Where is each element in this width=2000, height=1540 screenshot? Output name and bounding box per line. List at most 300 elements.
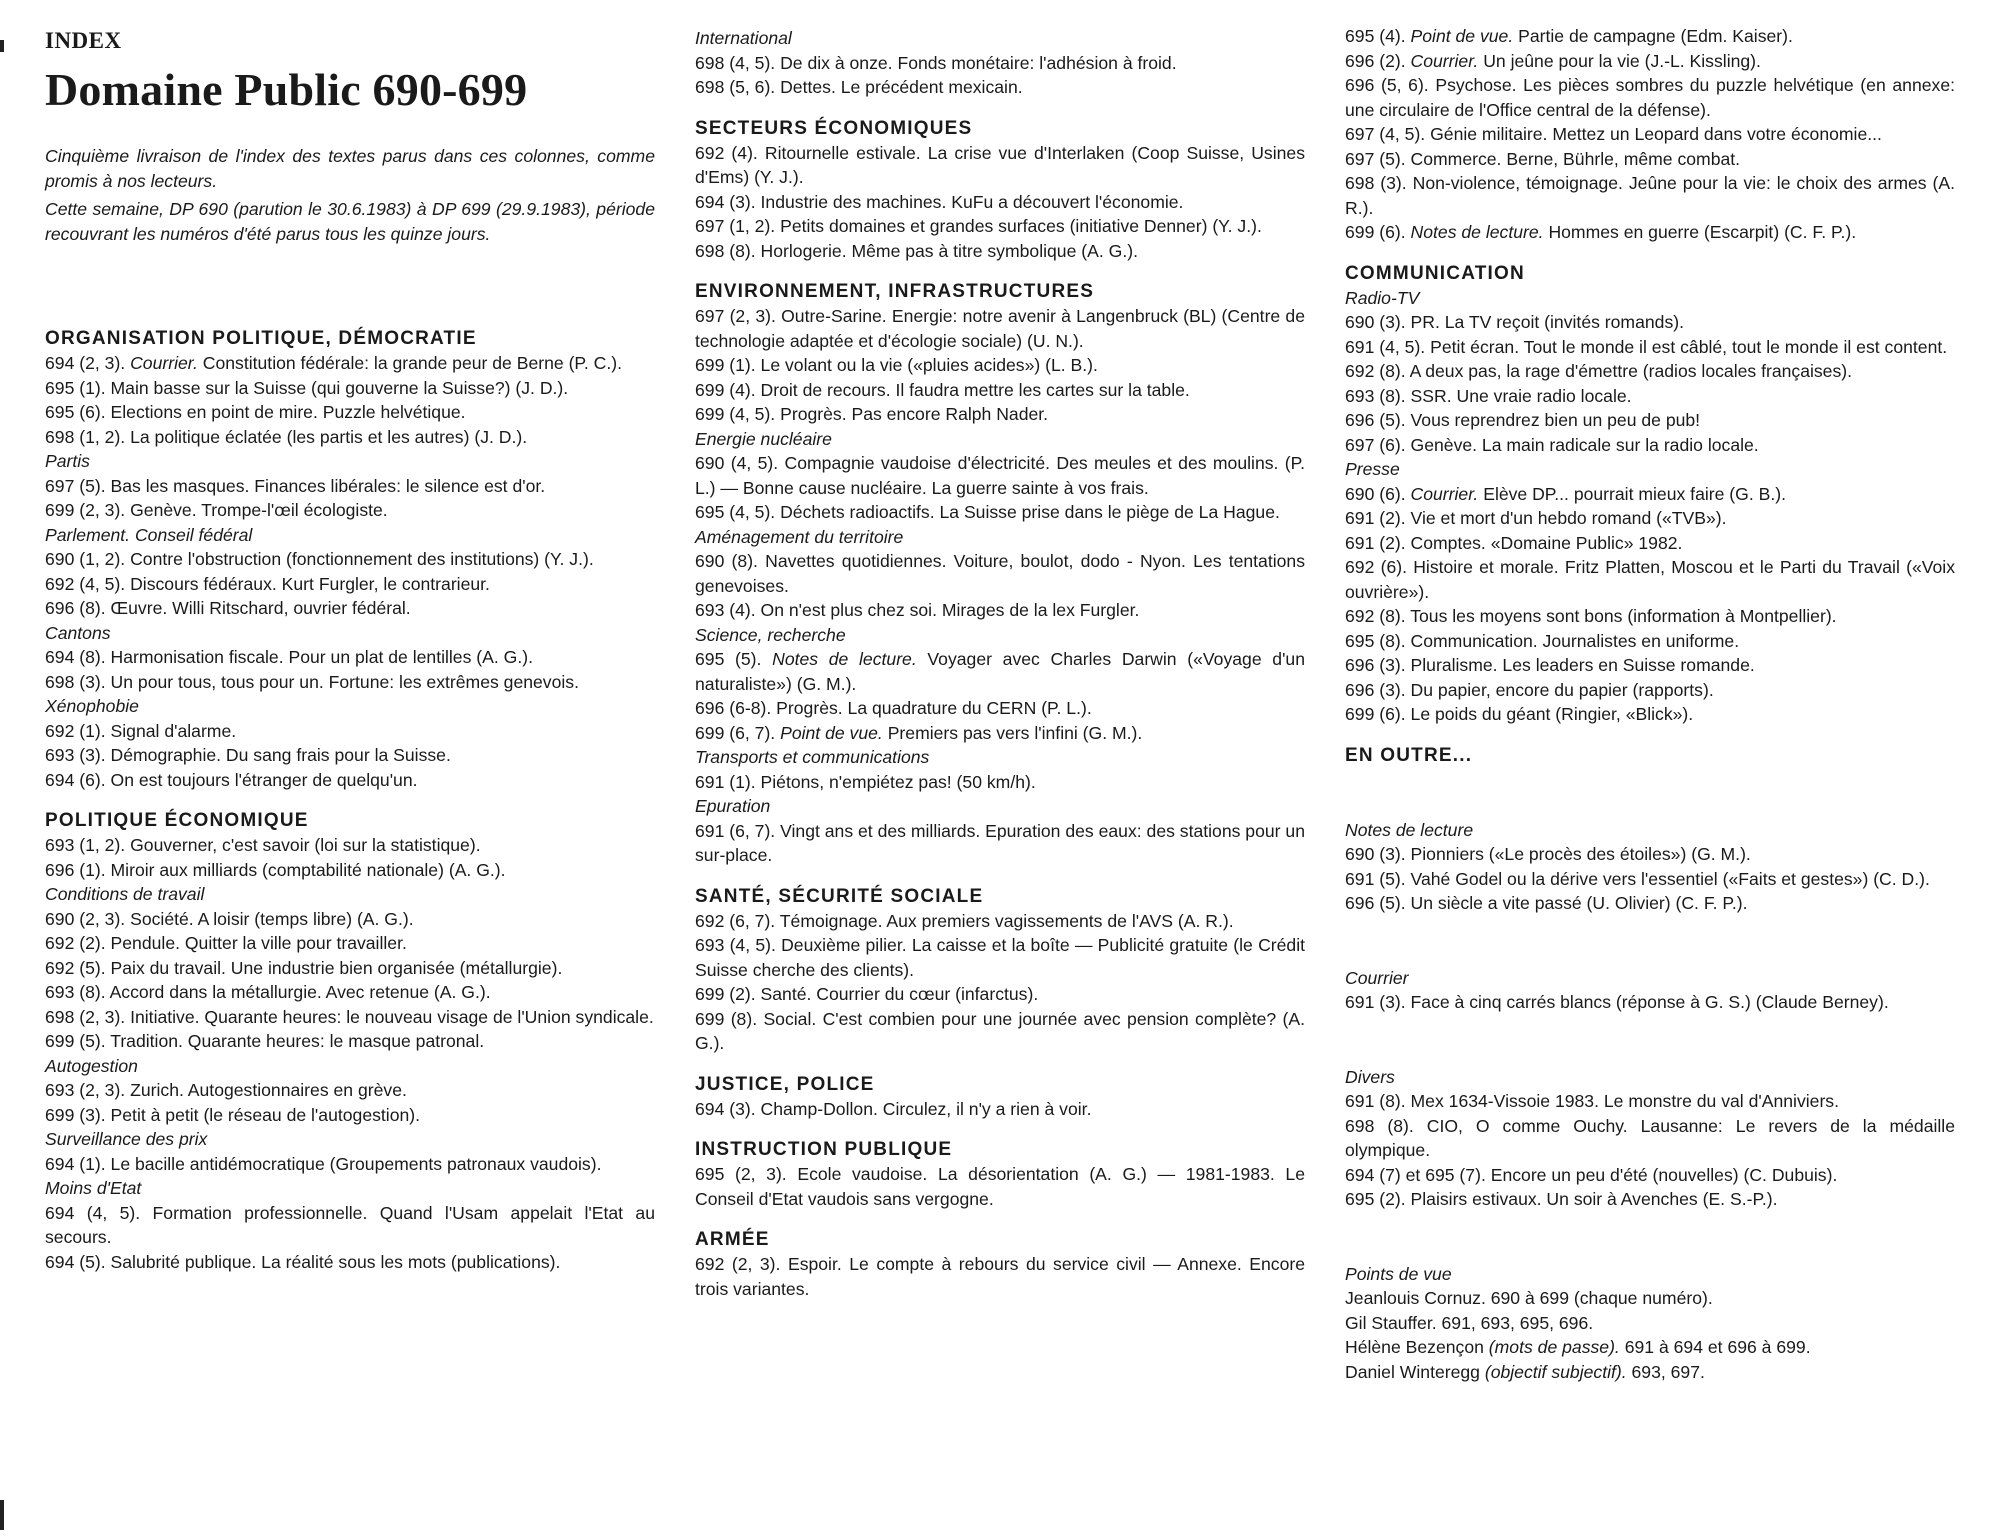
index-entry [695, 819, 1305, 868]
index-entry [1345, 506, 1955, 531]
index-entry [1345, 867, 1955, 892]
index-entry [695, 500, 1305, 525]
entry-text: Accord dans la métallurgie. Avec retenue (A. G.). [109, 982, 491, 1002]
subsection-heading: Courrier [1345, 967, 1409, 988]
issue-reference: 699 (6). [1345, 704, 1406, 724]
index-entry [695, 933, 1305, 982]
issue-reference: 697 (2, 3). [695, 306, 776, 326]
issue-reference: 694 (8). [45, 647, 106, 667]
issue-reference: 693 (1, 2). [45, 835, 126, 855]
index-entry [695, 239, 1305, 264]
issue-reference: 695 (2, 3). [695, 1164, 787, 1184]
entry-text: De dix à onze. Fonds monétaire: l'adhésion à froid. [780, 52, 1177, 73]
index-entry [45, 1250, 655, 1275]
entry-text: Le bacille antidémocratique (Groupements patronaux vaudois). [110, 1153, 602, 1174]
entry-text: Deuxième pilier. La caisse et la boîte — Publicité gratuite (le Crédit Suisse cherche des clients). [695, 935, 1305, 980]
entry-text: Bas les masques. Finances libérales: le silence est d'or. [110, 475, 546, 496]
issue-reference: 690 (4, 5). [695, 453, 779, 473]
rubric-label: Courrier. [1410, 50, 1479, 71]
index-entry [1345, 73, 1955, 122]
issue-reference: 696 (1). [45, 859, 106, 880]
index-entry [695, 1097, 1305, 1122]
issue-reference: 695 (6). [45, 402, 106, 422]
index-entry [1345, 842, 1955, 867]
index-entry [1345, 629, 1955, 654]
issue-reference: Daniel Winteregg [1345, 1361, 1480, 1382]
index-entry [45, 1029, 655, 1054]
entry-text: Vingt ans et des milliards. Epuration des eaux: des stations pour un sur-place. [695, 820, 1305, 865]
issue-reference: 691 (1). [695, 771, 756, 792]
issue-reference: 694 (3). [695, 1098, 756, 1119]
index-entry [1345, 359, 1955, 384]
issue-reference: 691 (3). [1345, 992, 1406, 1012]
issue-reference: 692 (5). [45, 957, 106, 978]
entry-text: Main basse sur la Suisse (qui gouverne la Suisse?) (J. D.). [110, 377, 569, 398]
issue-reference: 696 (5). [1345, 893, 1406, 913]
entry-text: Elections en point de mire. Puzzle helvétique. [110, 402, 466, 422]
entry-text: Gouverner, c'est savoir (loi sur la statistique). [130, 835, 481, 855]
subsection-heading: Notes de lecture [1345, 819, 1474, 840]
entry-text: Comptes. «Domaine Public» 1982. [1410, 532, 1683, 553]
entry-text: Genève. Trompe-l'œil écologiste. [130, 500, 388, 520]
index-entry [1345, 653, 1955, 678]
entry-text: 693, 697. [1631, 1361, 1705, 1382]
entry-text: Face à cinq carrés blancs (réponse à G. S.) (Claude Berney). [1410, 992, 1889, 1012]
intro-paragraph-1: Cinquième livraison de l'index des textes parus dans ces colonnes, comme promis à nos lecteurs. [45, 146, 655, 191]
entry-text: La politique éclatée (les partis et les autres) (J. D.). [130, 426, 528, 447]
issue-reference: 696 (3). [1345, 679, 1406, 700]
index-entry [45, 956, 655, 981]
index-entry [1345, 1187, 1955, 1212]
section-kicker: INDEX [45, 28, 122, 53]
issue-reference: 692 (8). [1345, 361, 1406, 381]
index-entry [695, 378, 1305, 403]
section-heading: JUSTICE, POLICE [695, 1073, 875, 1095]
entry-text: On est toujours l'étranger de quelqu'un. [110, 769, 418, 790]
entry-text: Voyager avec Charles Darwin («Voyage d'un naturaliste») (G. M.). [695, 649, 1305, 694]
issue-reference: 695 (4). [1345, 26, 1406, 46]
entry-text: Partie de campagne (Edm. Kaiser). [1518, 26, 1793, 46]
index-entry [1345, 384, 1955, 409]
subsection-heading: Radio-TV [1345, 287, 1420, 308]
index-entry [45, 743, 655, 768]
index-entry [695, 598, 1305, 623]
entry-text: Horlogerie. Même pas à titre symbolique (A. G.). [760, 240, 1138, 261]
entry-text: Miroir aux milliards (comptabilité nationale) (A. G.). [110, 859, 506, 880]
rubric-label: (objectif subjectif). [1484, 1361, 1627, 1382]
entry-text: Non-violence, témoignage. Jeûne pour la vie: le choix des armes (A. R.). [1345, 173, 1955, 218]
index-entry [1345, 335, 1955, 360]
entry-text: Espoir. Le compte à rebours du service civil — Annexe. Encore trois variantes. [695, 1254, 1306, 1299]
subsection-heading: Xénophobie [45, 696, 139, 716]
issue-reference: 695 (8). [1345, 630, 1406, 651]
spacer [1345, 916, 1955, 966]
entry-text: Formation professionnelle. Quand l'Usam appelait l'Etat au secours. [45, 1202, 656, 1247]
subsection-heading: Parlement. Conseil fédéral [45, 524, 253, 545]
issue-reference: 698 (5, 6). [695, 77, 776, 97]
issue-reference: 690 (6). [1345, 483, 1406, 504]
entry-text: Droit de recours. Il faudra mettre les cartes sur la table. [760, 379, 1190, 400]
section-heading: INSTRUCTION PUBLIQUE [695, 1139, 953, 1160]
entry-text: Tradition. Quarante heures: le masque patronal. [110, 1031, 485, 1051]
issue-reference: 698 (1, 2). [45, 426, 126, 447]
entry-text: Petits domaines et grandes surfaces (initiative Denner) (Y. J.). [780, 216, 1262, 236]
subsection-heading: Moins d'Etat [45, 1178, 142, 1198]
index-entry [45, 719, 655, 744]
index-entry [695, 402, 1305, 427]
entry-text: Ritournelle estivale. La crise vue d'Interlaken (Coop Suisse, Usines d'Ems) (Y. J.). [695, 142, 1306, 187]
rubric-label: Courrier. [130, 353, 198, 373]
entry-text: Zurich. Autogestionnaires en grève. [130, 1080, 407, 1100]
issue-reference: Hélène Bezençon [1345, 1337, 1484, 1357]
index-entry [1345, 433, 1955, 458]
index-entry [1345, 408, 1955, 433]
entry-text: SSR. Une vraie radio locale. [1410, 385, 1632, 406]
index-entry [1345, 1360, 1955, 1385]
index-entry [1345, 482, 1955, 507]
issue-reference: 690 (2, 3). [45, 908, 126, 929]
issue-reference: 695 (2). [1345, 1189, 1406, 1209]
entry-text: Mex 1634-Vissoie 1983. Le monstre du val d'Anniviers. [1410, 1091, 1839, 1111]
index-entry [45, 425, 655, 450]
index-entry [45, 400, 655, 425]
index-entry [1345, 1114, 1955, 1163]
section-heading: ENVIRONNEMENT, INFRASTRUCTURES [695, 281, 1095, 302]
rubric-label: Notes de lecture. [772, 649, 917, 669]
issue-reference: 692 (1). [45, 720, 106, 741]
index-entry [1345, 49, 1955, 74]
entry-text: Le volant ou la vie («pluies acides») (L. B.). [760, 355, 1098, 375]
index-entry [45, 1152, 655, 1177]
index-entry [1345, 531, 1955, 556]
entry-text: Psychose. Les pièces sombres du puzzle helvétique (en annexe: une circulaire de l'Office central de la défense). [1345, 75, 1955, 120]
index-entry [45, 858, 655, 883]
index-entry [695, 451, 1305, 500]
issue-reference: 691 (2). [1345, 532, 1406, 553]
entry-text: Pendule. Quitter la ville pour travailler. [110, 933, 407, 953]
entry-text: Dettes. Le précédent mexicain. [780, 77, 1023, 97]
index-entry [695, 353, 1305, 378]
entry-text: Premiers pas vers l'infini (G. M.). [887, 722, 1143, 743]
issue-reference: 697 (1, 2). [695, 216, 776, 236]
entry-text: 691, 693, 695, 696. [1441, 1312, 1594, 1333]
entry-text: Commerce. Berne, Bührle, même combat. [1410, 148, 1741, 169]
issue-reference: Jeanlouis Cornuz. [1345, 1288, 1486, 1308]
entry-text: Communication. Journalistes en uniforme. [1410, 630, 1740, 651]
subsection-heading: Presse [1345, 459, 1400, 479]
issue-reference: 698 (3). [1345, 173, 1407, 193]
column-2-entries [695, 26, 1305, 1301]
spacer [1345, 768, 1955, 818]
issue-reference: 699 (5). [45, 1031, 106, 1051]
subsection-heading: Aménagement du territoire [695, 526, 904, 547]
index-entry [695, 696, 1305, 721]
issue-reference: 696 (5, 6). [1345, 75, 1429, 95]
index-entry [45, 1005, 655, 1030]
entry-text: Navettes quotidiennes. Voiture, boulot, dodo - Nyon. Les tentations genevoises. [695, 551, 1306, 596]
issue-reference: 695 (4, 5). [695, 502, 776, 522]
issue-reference: 699 (3). [45, 1104, 106, 1125]
issue-reference: 693 (4, 5). [695, 935, 776, 955]
entry-text: Démographie. Du sang frais pour la Suisse. [110, 745, 451, 765]
subsection-heading: Epuration [695, 796, 771, 816]
index-entry [1345, 678, 1955, 703]
entry-text: Plaisirs estivaux. Un soir à Avenches (E. S.-P.). [1410, 1189, 1778, 1209]
entry-text: On n'est plus chez soi. Mirages de la lex Furgler. [760, 600, 1140, 620]
issue-reference: 695 (1). [45, 377, 106, 398]
issue-reference: 692 (8). [1345, 606, 1406, 626]
issue-reference: 693 (3). [45, 745, 106, 765]
entry-text: Outre-Sarine. Energie: notre avenir à Langenbruck (BL) (Centre de technologie adaptée et d'écologie sociale) (U. N.). [695, 306, 1306, 351]
index-entry [45, 351, 655, 376]
issue-reference: 692 (2, 3). [695, 1254, 781, 1274]
entry-text: Constitution fédérale: la grande peur de Berne (P. C.). [202, 353, 623, 373]
entry-text: Vous reprendrez bien un peu de pub! [1410, 410, 1701, 430]
subsection-heading: Energie nucléaire [695, 428, 832, 449]
entry-text: Génie militaire. Mettez un Leopard dans votre économie... [1430, 124, 1882, 144]
section-heading: EN OUTRE... [1345, 744, 1473, 766]
issue-reference: 699 (8). [695, 1008, 758, 1029]
index-entry [45, 670, 655, 695]
issue-reference: 696 (6-8). [695, 698, 772, 718]
issue-reference: 698 (2, 3). [45, 1006, 126, 1027]
entry-text: PR. La TV reçoit (invités romands). [1410, 312, 1684, 332]
section-heading: POLITIQUE ÉCONOMIQUE [45, 810, 309, 831]
index-entry [45, 768, 655, 793]
subsection-heading: Points de vue [1345, 1263, 1452, 1284]
index-entry [45, 931, 655, 956]
subsection-heading: Cantons [45, 622, 111, 643]
section-heading: ARMÉE [695, 1229, 770, 1250]
entry-text: CIO, O comme Ouchy. Lausanne: Le revers de la médaille olympique. [1345, 1115, 1955, 1160]
issue-reference: 690 (3). [1345, 844, 1406, 864]
issue-reference: 694 (7) et 695 (7). [1345, 1164, 1486, 1185]
entry-text: Un jeûne pour la vie (J.-L. Kissling). [1483, 50, 1761, 71]
index-entry [45, 498, 655, 523]
issue-reference: 693 (2, 3). [45, 1080, 126, 1100]
subsection-heading: Partis [45, 451, 90, 471]
column-3-entries [1345, 24, 1955, 1384]
section-heading: SECTEURS ÉCONOMIQUES [695, 117, 973, 139]
index-entry [695, 214, 1305, 239]
index-entry [1345, 1089, 1955, 1114]
issue-reference: 692 (4, 5). [45, 573, 126, 594]
subsection-heading: Conditions de travail [45, 884, 205, 904]
entry-text: Elève DP... pourrait mieux faire (G. B.). [1483, 483, 1786, 504]
issue-reference: 697 (5). [45, 475, 106, 496]
subsection-heading: Transports et communications [695, 747, 930, 767]
issue-reference: 697 (4, 5). [1345, 124, 1426, 144]
rubric-label: Point de vue. [780, 722, 883, 743]
issue-reference: 690 (8). [695, 551, 758, 571]
index-entry [1345, 604, 1955, 629]
issue-reference: 696 (2). [1345, 50, 1406, 71]
entry-text: 691 à 694 et 696 à 699. [1624, 1337, 1811, 1357]
index-entry [45, 376, 655, 401]
issue-reference: 698 (8). [1345, 1115, 1414, 1136]
index-entry [695, 141, 1305, 190]
index-entry [1345, 122, 1955, 147]
index-entry [1345, 220, 1955, 245]
column-2 [695, 26, 1305, 1301]
entry-text: Pluralisme. Les leaders en Suisse romande. [1410, 655, 1755, 675]
index-entry [45, 1201, 655, 1250]
entry-text: Du papier, encore du papier (rapports). [1410, 679, 1714, 700]
issue-reference: 694 (4, 5). [45, 1202, 141, 1223]
index-entry [1345, 891, 1955, 916]
index-entry [1345, 1335, 1955, 1360]
entry-text: Compagnie vaudoise d'électricité. Des meules et des moulins. (P. L.) — Bonne cause nucléaire. La guerre sainte à vos frais. [695, 453, 1305, 498]
entry-text: Progrès. Pas encore Ralph Nader. [780, 404, 1049, 424]
entry-text: Tous les moyens sont bons (information à Montpellier). [1410, 606, 1837, 626]
scan-edge-mark [0, 1500, 4, 1530]
issue-reference: 693 (8). [1345, 385, 1406, 406]
entry-text: Pionniers («Le procès des étoiles») (G. M.). [1410, 844, 1751, 864]
issue-reference: 695 (5). [695, 649, 762, 669]
entry-text: Petit écran. Tout le monde il est câblé, tout le monde il est content. [1430, 336, 1948, 357]
index-entry [695, 1252, 1305, 1301]
issue-reference: 692 (6). [1345, 557, 1407, 577]
subsection-heading: Science, recherche [695, 624, 846, 645]
issue-reference: 697 (6). [1345, 434, 1406, 455]
index-entry [45, 980, 655, 1005]
spacer [1345, 1212, 1955, 1262]
issue-reference: 693 (8). [45, 982, 106, 1002]
entry-text: Paix du travail. Une industrie bien organisée (métallurgie). [110, 957, 563, 978]
index-entry [695, 770, 1305, 795]
index-entry [695, 909, 1305, 934]
index-entry [695, 982, 1305, 1007]
section-heading: SANTÉ, SÉCURITÉ SOCIALE [695, 885, 984, 907]
index-entry [45, 1078, 655, 1103]
entry-text: Vahé Godel ou la dérive vers l'essentiel («Faits et gestes») (C. D.). [1410, 868, 1930, 889]
entry-text: Social. C'est combien pour une journée avec pension complète? (A. G.). [695, 1008, 1306, 1053]
entry-text: Déchets radioactifs. La Suisse prise dans le piège de La Hague. [780, 502, 1280, 522]
section-heading: ORGANISATION POLITIQUE, DÉMOCRATIE [45, 328, 477, 349]
entry-text: Société. A loisir (temps libre) (A. G.). [130, 908, 414, 929]
index-entry [1345, 555, 1955, 604]
issue-reference: 694 (5). [45, 1251, 106, 1272]
entry-text: Harmonisation fiscale. Pour un plat de lentilles (A. G.). [110, 647, 533, 667]
index-entry [45, 645, 655, 670]
issue-reference: 690 (1, 2). [45, 549, 126, 569]
issue-reference: 699 (1). [695, 355, 756, 375]
issue-reference: 692 (2). [45, 933, 106, 953]
index-entry [695, 190, 1305, 215]
index-entry [1345, 990, 1955, 1015]
rubric-label: Notes de lecture. [1410, 222, 1544, 242]
subsection-heading: Autogestion [45, 1055, 138, 1076]
index-entry [1345, 171, 1955, 220]
section-heading: COMMUNICATION [1345, 262, 1525, 284]
index-entry [45, 474, 655, 499]
entry-text: Témoignage. Aux premiers vagissements de l'AVS (A. R.). [779, 910, 1234, 931]
entry-text: Œuvre. Willi Ritschard, ouvrier fédéral. [110, 598, 411, 618]
entry-text: Petit à petit (le réseau de l'autogestion). [110, 1104, 421, 1125]
index-entry [695, 549, 1305, 598]
index-entry [45, 907, 655, 932]
entry-text: Encore un peu d'été (nouvelles) (C. Dubuis). [1490, 1164, 1838, 1185]
index-entry [695, 1007, 1305, 1056]
issue-reference: 694 (3). [695, 191, 756, 212]
issue-reference: 690 (3). [1345, 312, 1406, 332]
index-entry [1345, 310, 1955, 335]
index-entry [1345, 1163, 1955, 1188]
entry-text: Ecole vaudoise. La désorientation (A. G.) — 1981-1983. Le Conseil d'Etat vaudois sans vergogne. [695, 1164, 1305, 1209]
subsection-heading: Surveillance des prix [45, 1129, 208, 1149]
subsection-heading: International [695, 28, 792, 48]
entry-text: Un siècle a vite passé (U. Olivier) (C. F. P.). [1410, 893, 1748, 913]
index-entry [695, 721, 1305, 746]
issue-reference: 691 (4, 5). [1345, 336, 1426, 357]
index-entry [45, 572, 655, 597]
issue-reference: 694 (2, 3). [45, 353, 126, 373]
index-entry [45, 1103, 655, 1128]
issue-reference: 692 (4). [695, 142, 758, 163]
issue-reference: 691 (2). [1345, 508, 1406, 528]
issue-reference: 696 (3). [1345, 655, 1406, 675]
issue-reference: 698 (4, 5). [695, 52, 776, 73]
scan-edge-mark [0, 40, 4, 52]
entry-text: Salubrité publique. La réalité sous les mots (publications). [110, 1251, 561, 1272]
rubric-label: Point de vue. [1410, 26, 1514, 46]
spacer [1345, 1015, 1955, 1065]
entry-text: Discours fédéraux. Kurt Furgler, le contrarieur. [130, 573, 490, 594]
issue-reference: 694 (6). [45, 769, 106, 790]
entry-text: Santé. Courrier du cœur (infarctus). [760, 984, 1039, 1004]
issue-reference: 698 (8). [695, 240, 756, 261]
entry-text: Le poids du géant (Ringier, «Blick»). [1410, 704, 1694, 724]
index-entry [1345, 24, 1955, 49]
issue-reference: 691 (5). [1345, 868, 1406, 889]
entry-text: Industrie des machines. KuFu a découvert l'économie. [760, 191, 1184, 212]
index-entry [45, 547, 655, 572]
issue-reference: 699 (2). [695, 984, 756, 1004]
index-entry [695, 647, 1305, 696]
rubric-label: (mots de passe). [1488, 1337, 1620, 1357]
issue-reference: 691 (8). [1345, 1091, 1406, 1111]
entry-text: Progrès. La quadrature du CERN (P. L.). [776, 698, 1092, 718]
issue-reference: 699 (2, 3). [45, 500, 126, 520]
issue-reference: 698 (3). [45, 671, 106, 692]
index-entry [1345, 702, 1955, 727]
issue-reference: 692 (6, 7). [695, 910, 776, 931]
index-entry [45, 833, 655, 858]
issue-reference: 696 (8). [45, 598, 106, 618]
entry-text: Vie et mort d'un hebdo romand («TVB»). [1410, 508, 1727, 528]
entry-text: Signal d'alarme. [110, 720, 237, 741]
index-entry [1345, 1311, 1955, 1336]
index-entry [695, 75, 1305, 100]
index-entry [1345, 1286, 1955, 1311]
index-entry [1345, 147, 1955, 172]
entry-text: 690 à 699 (chaque numéro). [1490, 1288, 1713, 1308]
issue-reference: 699 (6, 7). [695, 722, 776, 743]
entry-text: Initiative. Quarante heures: le nouveau visage de l'Union syndicale. [130, 1006, 654, 1027]
issue-reference: 699 (4, 5). [695, 404, 776, 424]
entry-text: Contre l'obstruction (fonctionnement des institutions) (Y. J.). [130, 549, 594, 569]
issue-reference: 697 (5). [1345, 148, 1406, 169]
entry-text: Piétons, n'empiétez pas! (50 km/h). [760, 771, 1036, 792]
issue-reference: 693 (4). [695, 600, 756, 620]
issue-reference: 699 (6). [1345, 222, 1406, 242]
entry-text: Un pour tous, tous pour un. Fortune: les extrêmes genevois. [110, 671, 579, 692]
issue-reference: 694 (1). [45, 1153, 106, 1174]
issue-reference: 691 (6, 7). [695, 820, 776, 841]
index-entry [45, 596, 655, 621]
page-title: Domaine Public 690-699 [45, 64, 528, 115]
entry-text: Champ-Dollon. Circulez, il n'y a rien à voir. [760, 1098, 1092, 1119]
